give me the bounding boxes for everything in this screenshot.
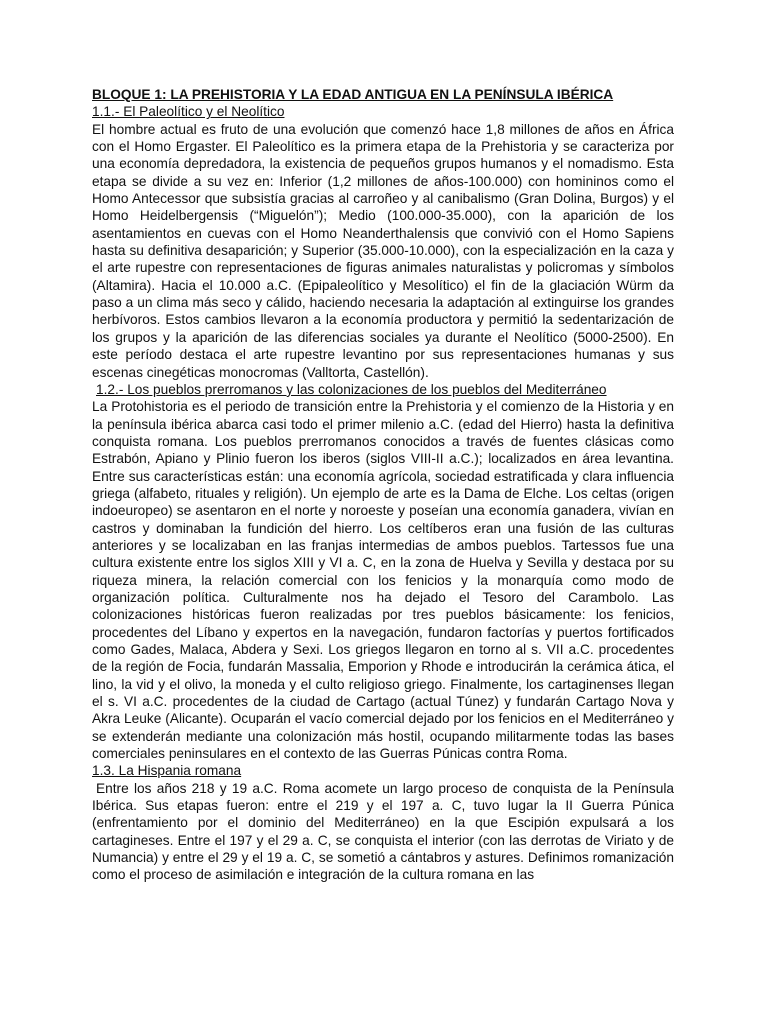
document-title: BLOQUE 1: LA PREHISTORIA Y LA EDAD ANTIGUA EN LA PENÍNSULA IBÉRICA bbox=[92, 87, 614, 102]
section-heading-pueblos-prerromanos: 1.2.- Los pueblos prerromanos y las colonizaciones de los pueblos del Mediterráneo bbox=[96, 381, 607, 397]
section-heading-paleolitico: 1.1.- El Paleolítico y el Neolítico bbox=[92, 104, 285, 120]
section-heading-hispania-romana: 1.3. La Hispania romana bbox=[92, 763, 242, 779]
section-body-paleolitico: El hombre actual es fruto de una evolución que comenzó hace 1,8 millones de años en África con el Homo Ergaster. El Paleolítico es la primera etapa de la Prehistoria y se caracteriza por una economía depredadora, la existencia de pequeños grupos humanos y el nomadismo. Esta etapa se divide a su vez en: Inferior (1,2 millones de años-100.000) con homininos como el Homo Antecessor que subsistía gracias al carroñeo y al canibalismo (Gran Dolina, Burgos) y el Homo Heidelbergensis (“Miguelón”); Medio (100.000-35.000), con la aparición de los asentamientos en cuevas con el Homo Neanderthalensis que convivió con el Homo Sapiens hasta su definitiva desaparición; y Superior (35.000-10.000), con la especialización en la caza y el arte rupestre con representaciones de figuras animales naturalistas y policromas y símbolos (Altamira). Hacia el 10.000 a.C. (Epipaleolítico y Mesolítico) el fin de la glaciación Würm da paso a un clima más seco y cálido, haciendo necesaria la adaptación al extinguirse los grandes herbívoros. Estos cambios llevaron a la economía productora y permitió la sedentarización de los grupos y la aparición de las diferencias sociales ya durante el Neolítico (5000-2500). En este período destaca el arte rupestre levantino por sus representaciones humanas y sus escenas cinegéticas monocromas (Valltorta, Castellón). bbox=[92, 121, 674, 380]
section-body-pueblos-prerromanos: La Protohistoria es el periodo de transición entre la Prehistoria y el comienzo de la Historia y en la península ibérica abarca casi todo el primer milenio a.C. (edad del Hierro) hasta la definitiva conquista romana. Los pueblos prerromanos conocidos a través de fuentes clásicas como Estrabón, Apiano y Plinio fueron los iberos (siglos VIII-II a.C.); localizados en área levantina. Entre sus características están: una economía agrícola, sociedad estratificada y clara influencia griega (alfabeto, rituales y religión). Un ejemplo de arte es la Dama de Elche. Los celtas (origen indoeuropeo) se asentaron en el norte y noroeste y poseían una economía ganadera, vivían en castros y dominaban la fundición del hierro. Los celtíberos eran una fusión de las culturas anteriores y se localizaban en las franjas intermedias de ambos pueblos. Tartessos fue una cultura existente entre los siglos XIII y VI a. C, en la zona de Huelva y Sevilla y destaca por su riqueza minera, la relación comercial con los fenicios y la monarquía como modo de organización política. Culturalmente nos ha dejado el Tesoro del Carambolo. Las colonizaciones históricas fueron realizadas por tres pueblos básicamente: los fenicios, procedentes del Líbano y expertos en la navegación, fundaron factorías y puertos fortificados como Gades, Malaca, Abdera y Sexi. Los griegos llegaron en torno al s. VII a.C. procedentes de la región de Focia, fundarán Massalia, Emporion y Rhode e introducirán la cerámica ática, el lino, la vid y el olivo, la moneda y el culto religioso griego. Finalmente, los cartaginenses llegan el s. VI a.C. procedentes de la ciudad de Cartago (actual Túnez) y fundarán Cartago Nova y Akra Leuke (Alicante). Ocuparán el vacío comercial dejado por los fenicios en el Mediterráneo y se extenderán mediante una colonización más hostil, ocupando militarmente todas las bases comerciales peninsulares en el contexto de las Guerras Púnicas contra Roma. bbox=[92, 399, 674, 762]
section-body-hispania-romana: Entre los años 218 y 19 a.C. Roma acomete un largo proceso de conquista de la Península Ibérica. Sus etapas fueron: entre el 219 y el 197 a. C, tuvo lugar la II Guerra Púnica (enfrentamiento por el dominio del Mediterráneo) en la que Escipión expulsará a los cartagineses. Entre el 197 y el 29 a. C, se conquista el interior (con las derrotas de Viriato y de Numancia) y entre el 29 y el 19 a. C, se sometió a cántabros y astures. Definimos romanización como el proceso de asimilación e integración de la cultura romana en las bbox=[92, 780, 674, 883]
document-page bbox=[92, 86, 674, 884]
